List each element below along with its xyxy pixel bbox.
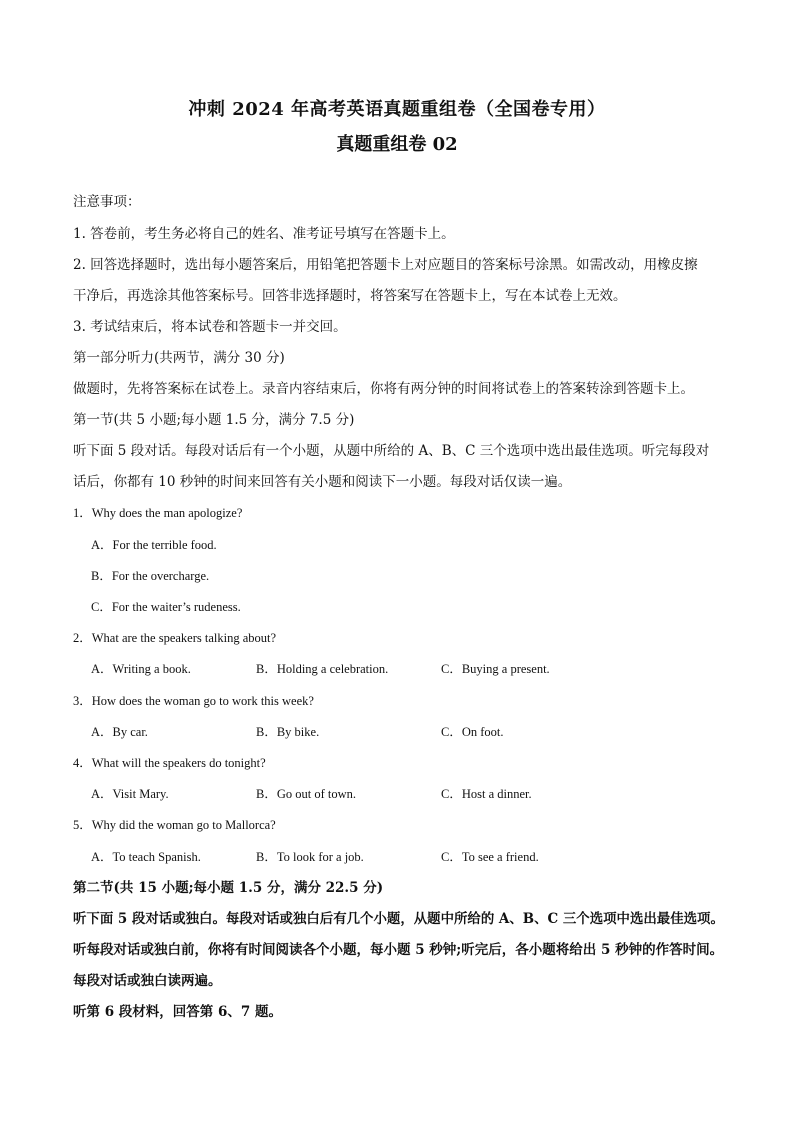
notice-item-2-line-1: 2. 回答选择题时，选出每小题答案后，用铅笔把答题卡上对应题目的答案标号涂黑。如需改动，用橡皮擦 [73, 257, 698, 273]
section1-instruction-line-1: 听下面 5 段对话。每段对话后有一个小题，从题中所给的 A、B、C 三个选项中选出最佳选项。听完每段对 [73, 443, 710, 459]
notice-item-1: 1. 答卷前，考生务必将自己的姓名、准考证号填写在答题卡上。 [73, 226, 455, 242]
section1-instruction-line-2: 话后，你都有 10 秒钟的时间来回答有关小题和阅读下一小题。每段对话仅读一遍。 [73, 474, 572, 490]
question-5-option-c: C．To see a friend. [441, 850, 539, 864]
section2-instruction-line-3: 每段对话或独白读两遍。 [73, 973, 222, 989]
section1-heading: 第一节(共 5 小题;每小题 1.5 分，满分 7.5 分) [73, 412, 355, 428]
question-1-stem: 1．Why does the man apologize? [73, 506, 243, 520]
question-3-option-a: A．By car. [91, 725, 148, 739]
question-4-option-b: B．Go out of town. [256, 787, 357, 801]
section2-heading: 第二节(共 15 小题;每小题 1.5 分，满分 22.5 分) [73, 880, 384, 896]
notice-item-2-line-2: 干净后，再选涂其他答案标号。回答非选择题时，将答案写在答题卡上，写在本试卷上无效。 [73, 288, 627, 304]
question-3-option-c: C．On foot. [441, 725, 504, 739]
question-1-option-a: A．For the terrible food. [91, 538, 217, 552]
question-2-option-b: B．Holding a celebration. [256, 662, 389, 676]
question-4-option-a: A．Visit Mary. [91, 787, 169, 801]
question-4-stem: 4．What will the speakers do tonight? [73, 756, 266, 770]
part1-heading: 第一部分听力(共两节，满分 30 分) [73, 350, 285, 366]
part1-instruction: 做题时，先将答案标在试卷上。录音内容结束后，你将有两分钟的时间将试卷上的答案转涂到答题卡上。 [73, 381, 694, 397]
section2-instruction-line-1: 听下面 5 段对话或独白。每段对话或独白后有几个小题，从题中所给的 A、B、C 三个选项中选出最佳选项。 [73, 911, 724, 927]
question-5-stem: 5．Why did the woman go to Mallorca? [73, 818, 276, 832]
question-1-option-c: C．For the waiter’s rudeness. [91, 600, 241, 614]
question-2-option-c: C．Buying a present. [441, 662, 550, 676]
question-5-option-b: B．To look for a job. [256, 850, 364, 864]
question-4-option-c: C．Host a dinner. [441, 787, 532, 801]
section2-instruction-line-2: 听每段对话或独白前，你将有时间阅读各个小题，每小题 5 秒钟;听完后，各小题将给出 5 秒钟的作答时间。 [73, 942, 724, 958]
question-3-stem: 3．How does the woman go to work this week? [73, 694, 314, 708]
notice-item-3: 3. 考试结束后，将本试卷和答题卡一并交回。 [73, 319, 347, 335]
page-subtitle: 真题重组卷 02 [336, 134, 458, 155]
notice-heading: 注意事项： [73, 194, 141, 210]
question-5-option-a: A．To teach Spanish. [91, 850, 201, 864]
question-2-stem: 2．What are the speakers talking about? [73, 631, 277, 645]
question-2-option-a: A．Writing a book. [91, 662, 191, 676]
question-3-option-b: B．By bike. [256, 725, 320, 739]
question-1-option-b: B．For the overcharge. [91, 569, 210, 583]
page-title: 冲刺 2024 年高考英语真题重组卷（全国卷专用） [188, 99, 606, 120]
section2-material-6: 听第 6 段材料，回答第 6、7 题。 [73, 1004, 282, 1020]
